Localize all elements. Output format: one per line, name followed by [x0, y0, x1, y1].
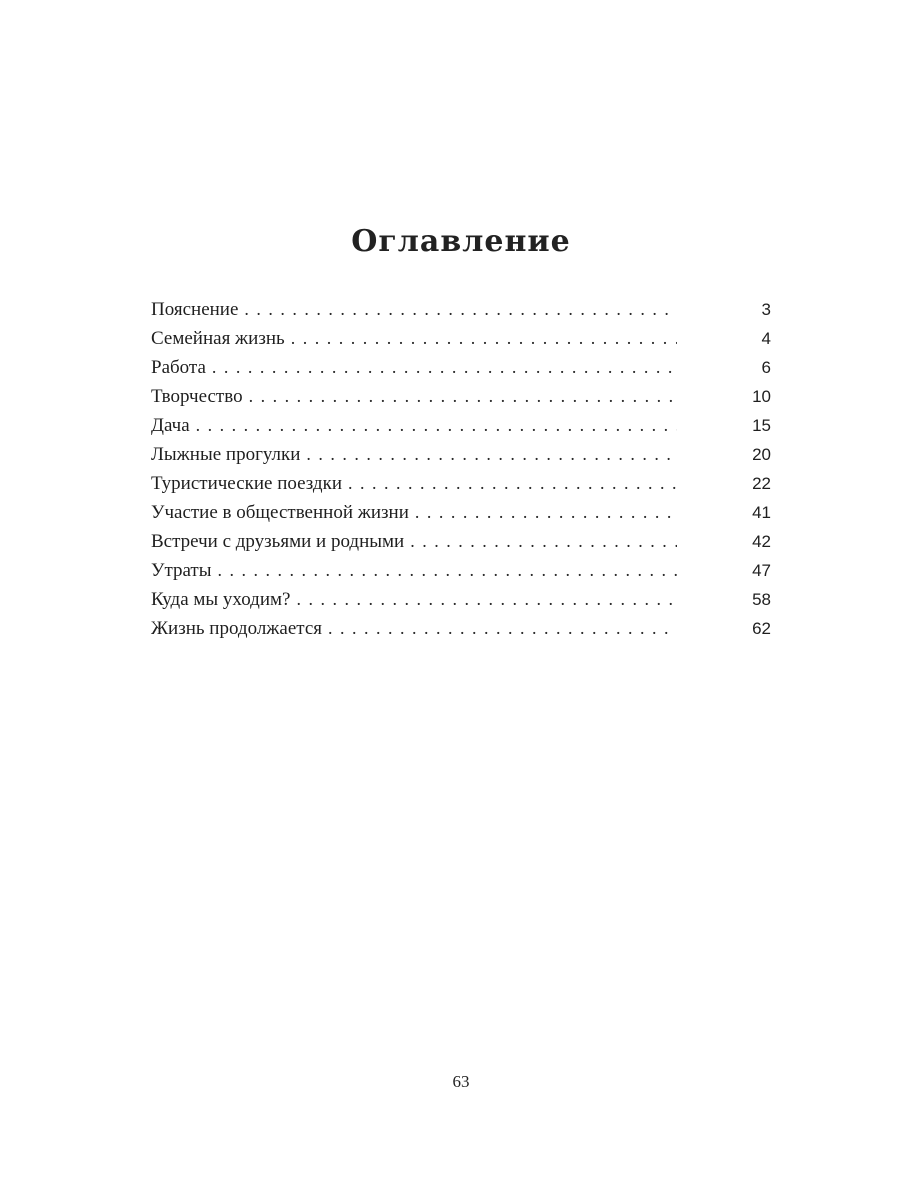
toc-entry: [151, 469, 771, 498]
toc-entry-page: 41: [752, 503, 771, 522]
toc-leader-dots: [212, 353, 677, 382]
toc-entry-page: 20: [752, 445, 771, 464]
toc-entry: [151, 614, 771, 643]
toc-entry-page: 6: [761, 358, 771, 377]
toc-leader-dots: [410, 527, 677, 556]
toc-entry-page: 47: [752, 561, 771, 580]
toc-entry: [151, 585, 771, 614]
table-of-contents: [151, 295, 771, 643]
toc-leader-dots: [218, 556, 678, 585]
toc-entry: [151, 440, 771, 469]
toc-entry-title: Творчество: [151, 386, 243, 407]
toc-entry-page: 22: [752, 474, 771, 493]
toc-entry-title: Туристические поездки: [151, 473, 343, 494]
toc-leader-dots: [296, 585, 677, 614]
page-title: Оглавление: [351, 224, 571, 259]
toc-entry: [151, 556, 771, 585]
toc-entry-title: Встречи с друзьями и родными: [151, 531, 405, 552]
toc-entry-title: Пояснение: [151, 299, 239, 320]
toc-entry: [151, 527, 771, 556]
toc-entry-page: 58: [752, 590, 771, 609]
toc-leader-dots: [306, 440, 677, 469]
toc-entry: [151, 295, 771, 324]
toc-entry-title: Утраты: [151, 560, 212, 581]
toc-entry-title: Дача: [151, 415, 190, 436]
toc-entry-page: 3: [761, 300, 771, 319]
toc-entry-page: 15: [752, 416, 771, 435]
toc-leader-dots: [328, 614, 677, 643]
toc-leader-dots: [244, 295, 677, 324]
toc-entry-page: 42: [752, 532, 771, 551]
toc-entry-title: Жизнь продолжается: [151, 618, 322, 639]
toc-entry-title: Работа: [151, 357, 206, 378]
toc-entry-title: Лыжные прогулки: [151, 444, 301, 465]
toc-entry: [151, 324, 771, 353]
toc-entry: [151, 353, 771, 382]
toc-leader-dots: [348, 469, 677, 498]
toc-leader-dots: [291, 324, 677, 353]
page-number: 63: [452, 1072, 470, 1091]
toc-entry-page: 10: [752, 387, 771, 406]
toc-entry: [151, 411, 771, 440]
toc-leader-dots: [415, 498, 677, 527]
toc-entry-page: 4: [761, 329, 771, 348]
toc-entry-page: 62: [752, 619, 771, 638]
toc-entry-title: Участие в общественной жизни: [151, 502, 409, 523]
toc-leader-dots: [196, 411, 677, 440]
toc-entry-title: Семейная жизнь: [151, 328, 285, 349]
toc-entry-title: Куда мы уходим?: [151, 589, 291, 610]
toc-leader-dots: [249, 382, 677, 411]
toc-entry: [151, 498, 771, 527]
toc-entry: [151, 382, 771, 411]
